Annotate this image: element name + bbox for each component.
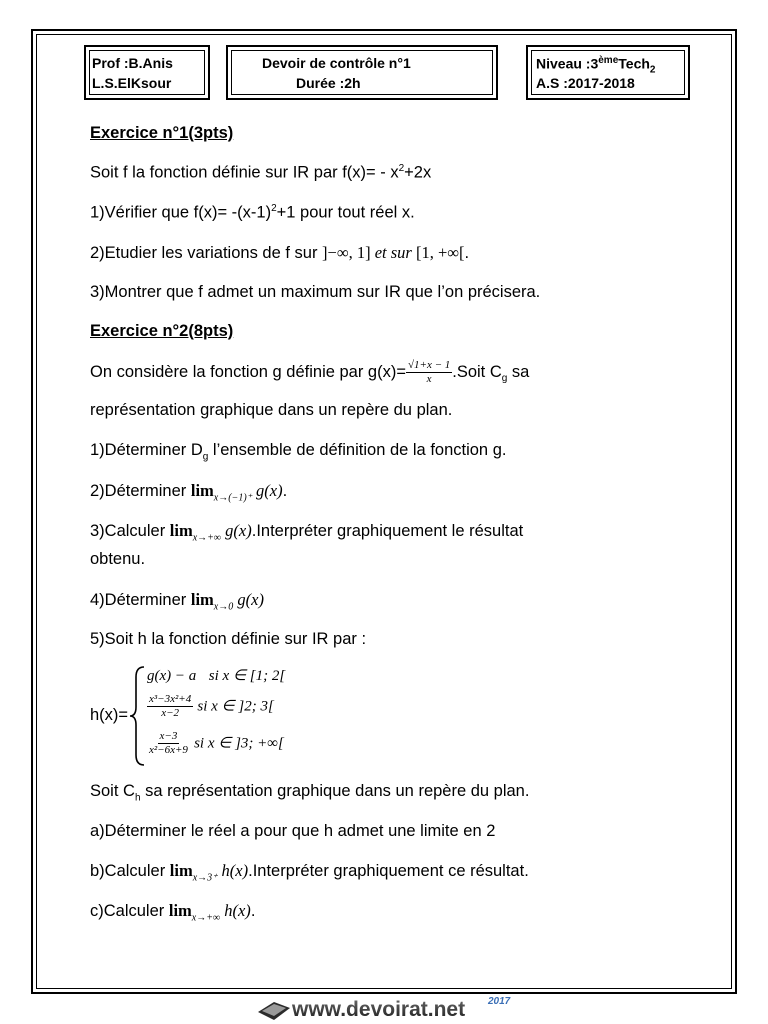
school-year: A.S :2017-2018 — [536, 75, 635, 91]
piece-2: $\frac{\text{x³−3x²+4}}{x-2}$ si x ∈ ]2; 3[ — [149, 693, 274, 719]
svg-text:www.devoirat.net: www.devoirat.net — [292, 998, 466, 1021]
piece-3: $\frac{x-3}{\text{x²−6x+9}}$ si x ∈ ]3; +∞[ — [149, 730, 284, 756]
header-teacher-box — [84, 45, 210, 100]
ex2-intro-line2: représentation graphique dans un repère du plan. — [90, 401, 453, 419]
piecewise-brace — [128, 665, 146, 767]
ex2-intro: On considère la fonction g définie par g(x)= $\frac{√1+x - 1}{x}$ .Soit $C_g$ sa — [90, 359, 530, 385]
svg-text:2017: 2017 — [488, 996, 511, 1007]
ex2-question-1: 1)Déterminer $D_g$ l’ensemble de définition de la fonction g. — [90, 441, 507, 463]
ex2-question-3-line2: obtenu. — [90, 550, 146, 568]
exam-title: Devoir de contrôle n°1 — [262, 55, 411, 71]
ex2-question-2: 2)Déterminer $\lim_{x\to(-1)^+} g(x)$. — [90, 481, 288, 504]
ex1-question-3: 3)Montrer que f admet un maximum sur IR que l’on précisera. — [90, 283, 541, 301]
header-level-box — [526, 45, 690, 100]
book-icon — [258, 1002, 290, 1020]
devoirat-logo — [256, 994, 526, 1022]
ex1-intro: Soit f la fonction définie sur IR par $f(x)= - x^2+2x$ — [90, 163, 432, 182]
ex2-question-5: 5)Soit h la fonction définie sur IR par : — [90, 630, 367, 648]
exam-duration: Durée :2h — [296, 75, 361, 91]
g-fraction: $\frac{√1+x - 1}{x}$ — [407, 359, 451, 385]
ex1-question-1: 1)Vérifier que $f(x)= -(x-1)^2+1$ pour tout réel x. — [90, 203, 415, 222]
school-name: L.S.ElKsour — [92, 75, 172, 91]
exercise-2-title: Exercice n°2(8pts) — [90, 322, 234, 340]
h-label: h(x)= — [90, 706, 129, 724]
header-title-box — [226, 45, 498, 100]
class-level: Niveau :3èmeTech$_2$ — [536, 55, 656, 76]
ex1-question-2: 2)Etudier les variations de f sur ]−∞, 1] et sur [1, +∞[. — [90, 243, 470, 262]
piece-1: g(x) − a si x ∈ [1; 2[ — [147, 668, 286, 684]
ex2-question-4: 4)Déterminer $\lim_{x\to 0} g(x)$ — [90, 590, 264, 613]
teacher-name: Prof :B.Anis — [92, 55, 173, 71]
ex2-question-c: c)Calculer $\lim_{x\to+\infty} h(x)$. — [90, 901, 256, 924]
ch-definition: Soit $C_h$ sa représentation graphique dans un repère du plan. — [90, 782, 530, 804]
ex2-question-3: 3)Calculer $\lim_{x\to+\infty}$ g(x).Interpréter graphiquement le résultat — [90, 521, 524, 544]
ex2-question-a: a)Déterminer le réel a pour que h admet une limite en 2 — [90, 822, 496, 840]
exercise-1-title: Exercice n°1(3pts) — [90, 124, 234, 142]
ex2-question-b: b)Calculer $\lim_{x\to 3^+}$ h(x).Interpréter graphiquement ce résultat. — [90, 861, 529, 884]
